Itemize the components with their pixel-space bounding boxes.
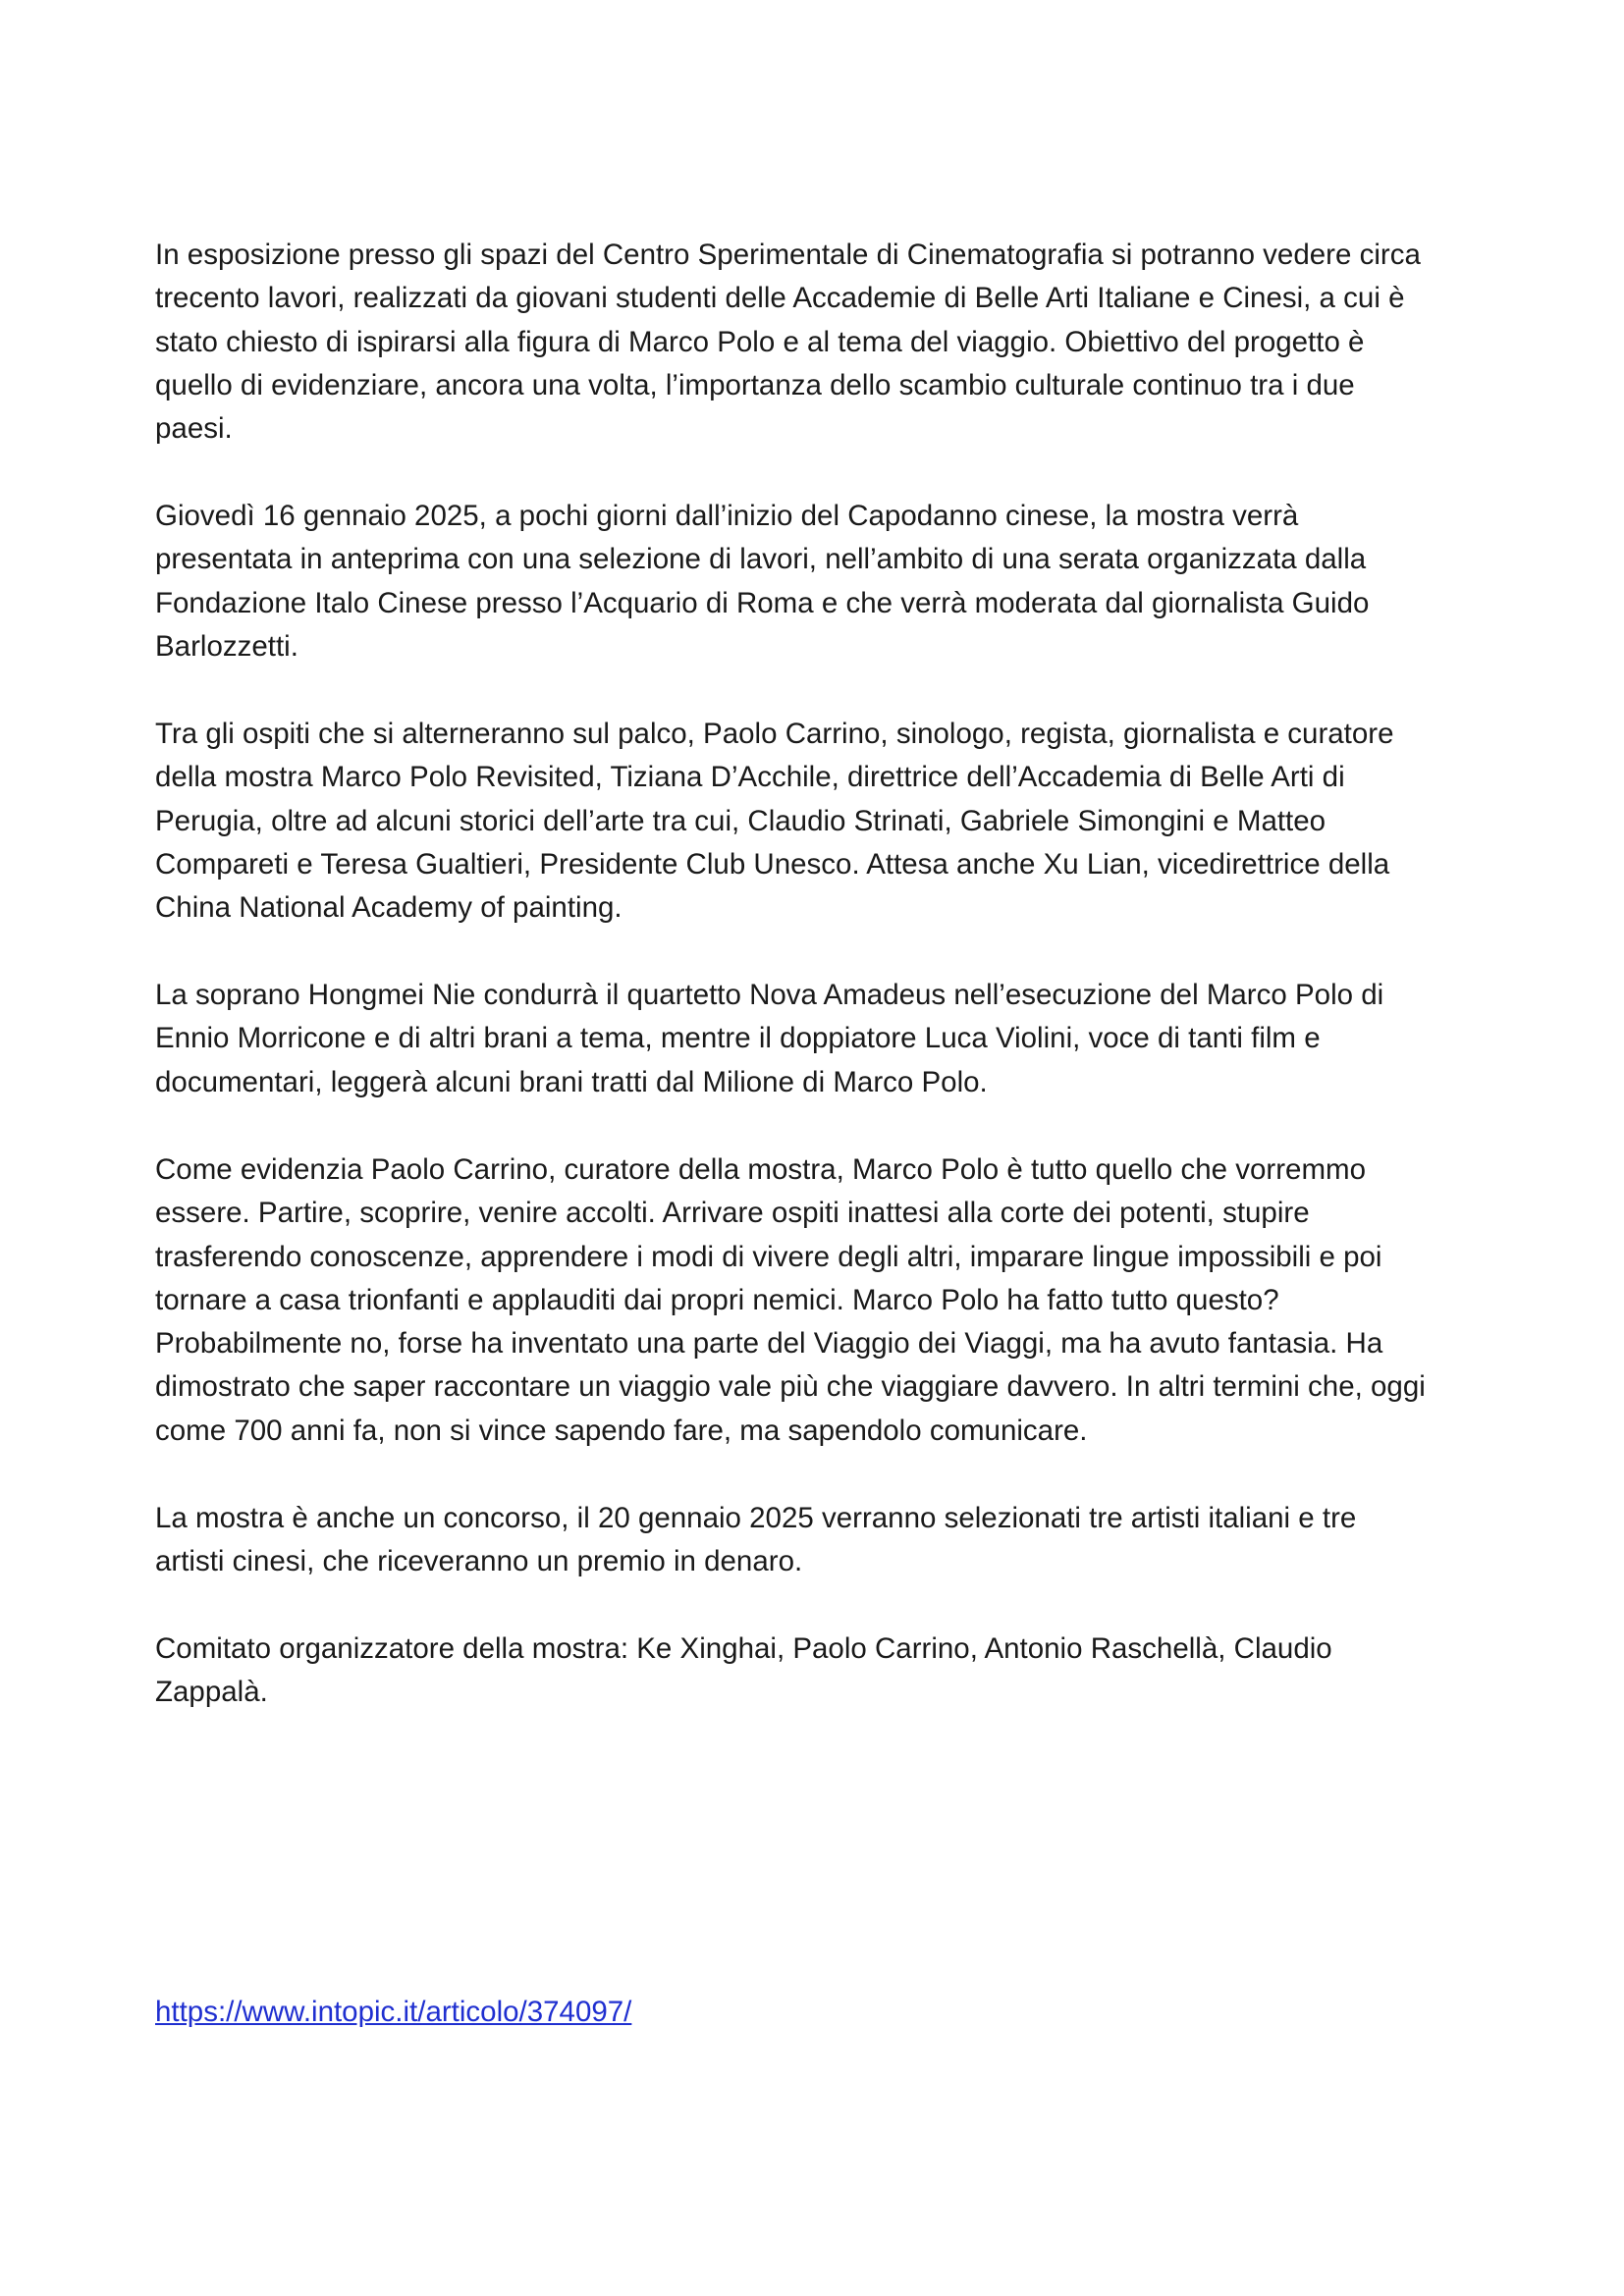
text-line: della mostra Marco Polo Revisited, Tiziana D’Acchile, direttrice dell’Accademia di Belle Arti di [155, 761, 1345, 794]
text-line: China National Academy of painting. [155, 891, 623, 925]
text-line: paesi. [155, 412, 233, 446]
text-line: La soprano Hongmei Nie condurrà il quartetto Nova Amadeus nell’esecuzione del Marco Polo di [155, 979, 1384, 1011]
text-line: quello di evidenziare, ancora una volta, l’importanza dello scambio culturale continuo tra i due [155, 368, 1355, 401]
text-line: stato chiesto di ispirarsi alla figura di Marco Polo e al tema del viaggio. Obiettivo del progetto è [155, 325, 1365, 358]
text-line: Perugia, oltre ad alcuni storici dell’arte tra cui, Claudio Strinati, Gabriele Simongini e Matteo [155, 804, 1326, 837]
text-line: Comitato organizzatore della mostra: Ke Xinghai, Paolo Carrino, Antonio Raschellà, Claudio [155, 1632, 1332, 1665]
text-line: Compareti e Teresa Gualtieri, Presidente Club Unesco. Attesa anche Xu Lian, vicedirettrice della [155, 847, 1390, 881]
text-line: tornare a casa trionfanti e applauditi dai propri nemici. Marco Polo ha fatto tutto questo? [155, 1283, 1279, 1316]
text-line: Zappalà. [155, 1676, 268, 1709]
paragraph-exhibition-intro [155, 234, 1481, 451]
text-line: documentari, leggerà alcuni brani tratti dal Milione di Marco Polo. [155, 1065, 988, 1098]
text-line: Come evidenzia Paolo Carrino, curatore della mostra, Marco Polo è tutto quello che vorremmo [155, 1153, 1367, 1186]
text-line: Ennio Morricone e di altri brani a tema, mentre il doppiatore Luca Violini, voce di tanti film e [155, 1022, 1321, 1055]
text-line: Fondazione Italo Cinese presso l’Acquario di Roma e che verrà moderata dal giornalista Guido [155, 586, 1370, 619]
text-line: Tra gli ospiti che si alterneranno sul palco, Paolo Carrino, sinologo, regista, giornalista e curatore [155, 718, 1394, 750]
text-line: La mostra è anche un concorso, il 20 gennaio 2025 verranno selezionati tre artisti italiani e tre [155, 1502, 1357, 1534]
text-line: Probabilmente no, forse ha inventato una parte del Viaggio dei Viaggi, ma ha avuto fantasia. Ha [155, 1327, 1383, 1361]
text-line: presentata in anteprima con una selezione di lavori, nell’ambito di una serata organizzata dalla [155, 543, 1367, 576]
text-line: Barlozzetti. [155, 629, 298, 663]
text-line: trasferendo conoscenze, apprendere i modi di vivere degli altri, imparare lingue impossibili e poi [155, 1240, 1382, 1273]
paragraph-committee [155, 1628, 1481, 1715]
paragraph-contest [155, 1497, 1481, 1584]
text-line: dimostrato che saper raccontare un viaggio vale più che viaggiare davvero. In altri termini che, oggi [155, 1370, 1426, 1404]
paragraph-guests [155, 713, 1481, 930]
text-line: artisti cinesi, che riceveranno un premio in denaro. [155, 1545, 803, 1578]
paragraph-curator-quote [155, 1148, 1481, 1453]
text-line: Giovedì 16 gennaio 2025, a pochi giorni dall’inizio del Capodanno cinese, la mostra verrà [155, 500, 1299, 532]
source-link[interactable]: https://www.intopic.it/articolo/374097/ [155, 1996, 632, 2028]
text-line: In esposizione presso gli spazi del Centro Sperimentale di Cinematografia si potranno vedere circa [155, 239, 1421, 271]
paragraph-music [155, 974, 1481, 1104]
text-line: trecento lavori, realizzati da giovani studenti delle Accademie di Belle Arti Italiane e Cinesi, a cui è [155, 282, 1405, 315]
paragraph-preview-event [155, 495, 1481, 668]
text-line: essere. Partire, scoprire, venire accolti. Arrivare ospiti inattesi alla corte dei potenti, stupire [155, 1197, 1310, 1230]
text-line: come 700 anni fa, non si vince sapendo fare, ma sapendolo comunicare. [155, 1414, 1088, 1447]
